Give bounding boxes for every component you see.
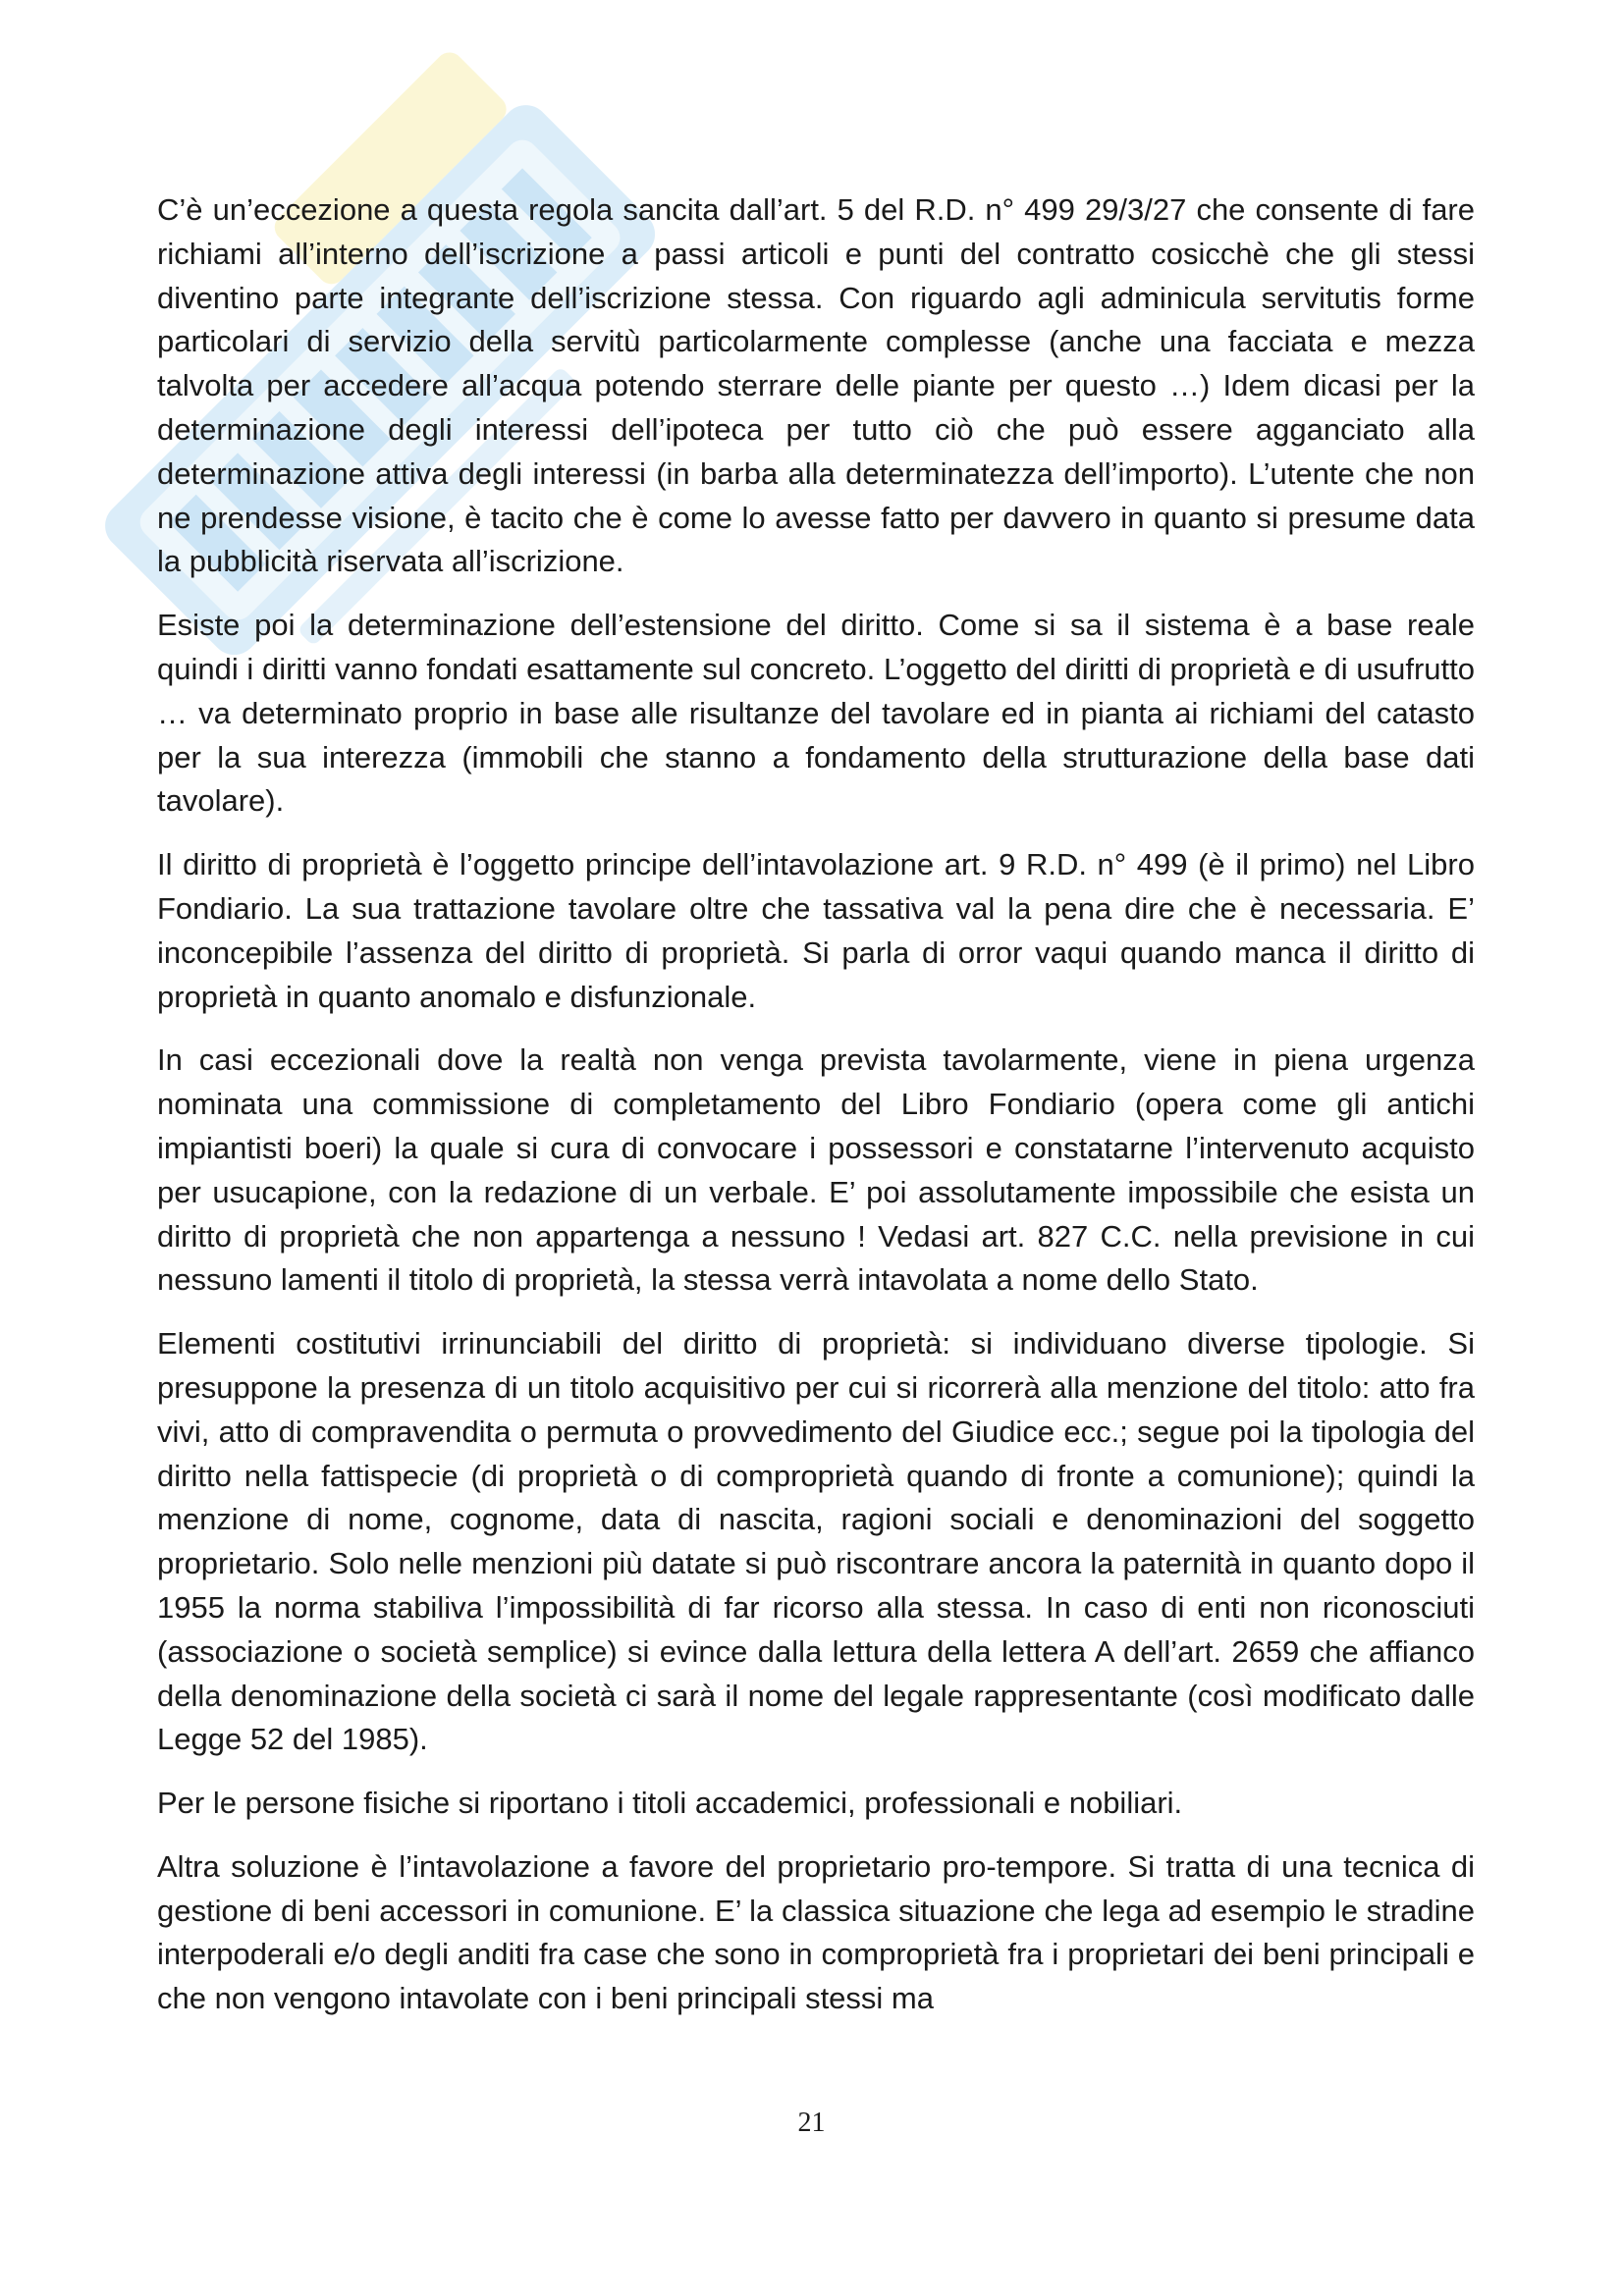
paragraph: Altra soluzione è l’intavolazione a favore del proprietario pro-tempore. Si tratta di una tecnica di gestione di beni accessori in comunione. E’ la classica situazione che lega ad esempio le stradine interpoderali e/o degli anditi fra case che sono in comproprietà fra i proprietari dei beni principali e che non vengono intavolate con i beni principali stessi ma bbox=[157, 1848, 1475, 2016]
document-body bbox=[157, 188, 1475, 2041]
paragraph: Esiste poi la determinazione dell’estensione del diritto. Come si sa il sistema è a base reale quindi i diritti vanno fondati esattamente sul concreto. L’oggetto del diritti di proprietà e di usufrutto … va determinato proprio in base alle risultanze del tavolare ed in pianta ai richiami del catasto per la sua interezza (immobili che stanno a fondamento della strutturazione della base dati tavolare). bbox=[157, 608, 1475, 819]
paragraph: Il diritto di proprietà è l’oggetto principe dell’intavolazione art. 9 R.D. n° 499 (è il primo) nel Libro Fondiario. La sua trattazione tavolare oltre che tassativa val la pena dire che è necessaria. E’ inconcepibile l’assenza del diritto di proprietà. Si parla di orror vaqui quando manca il diritto di proprietà in quanto anomalo e disfunzionale. bbox=[157, 847, 1475, 1014]
paragraph: C’è un’eccezione a questa regola sancita dall’art. 5 del R.D. n° 499 29/3/27 che consente di fare richiami all’interno dell’iscrizione a passi articoli e punti del contratto cosicchè che gli stessi diventino parte integrante dell’iscrizione stessa. Con riguardo agli adminicula servitutis forme particolari di servizio della servitù particolarmente complesse (anche una facciata e mezza talvolta per accedere all’acqua potendo sterrare delle piante per questo …) Idem dicasi per la determinazione degli interessi dell’ipoteca per tutto ciò che può essere agganciato alla determinazione attiva degli interessi (in barba alla determinatezza dell’importo). L’utente che non ne prendesse visione, è tacito che è come lo avesse fatto per davvero in quanto si presume data la pubblicità riservata all’iscrizione. bbox=[157, 192, 1475, 579]
paragraph: Elementi costitutivi irrinunciabili del diritto di proprietà: si individuano diverse tipologie. Si presuppone la presenza di un titolo acquisitivo per cui si ricorrerà alla menzione del titolo: atto fra vivi, atto di compravendita o permuta o provvedimento del Giudice ecc.; segue poi la tipologia del diritto nella fattispecie (di proprietà o di comproprietà quando di fronte a comunione); quindi la menzione di nome, cognome, data di nascita, ragioni sociali e denominazioni del soggetto proprietario. Solo nelle menzioni più datate si può riscontrare ancora la paternità in quanto dopo il 1955 la norma stabiliva l’impossibilità di far ricorso alla stessa. In caso di enti non riconosciuti (associazione o società semplice) si evince dalla lettura della lettera A dell’art. 2659 che affianco della denominazione della società ci sarà il nome del legale rappresentante (così modificato dalle Legge 52 del 1985). bbox=[157, 1326, 1475, 1757]
page-number: 21 bbox=[797, 2108, 826, 2138]
paragraph: Per le persone fisiche si riportano i titoli accademici, professionali e nobiliari. bbox=[157, 1786, 1183, 1821]
paragraph: In casi eccezionali dove la realtà non venga prevista tavolarmente, viene in piena urgenza nominata una commissione di completamento del Libro Fondiario (opera come gli antichi impiantisti boeri) la quale si cura di convocare i possessori e constatarne l’intervenuto acquisto per usucapione, con la redazione di un verbale. E’ poi assolutamente impossibile che esista un diritto di proprietà che non appartenga a nessuno ! Vedasi art. 827 C.C. nella previsione in cui nessuno lamenti il titolo di proprietà, la stessa verrà intavolata a nome dello Stato. bbox=[157, 1042, 1475, 1298]
